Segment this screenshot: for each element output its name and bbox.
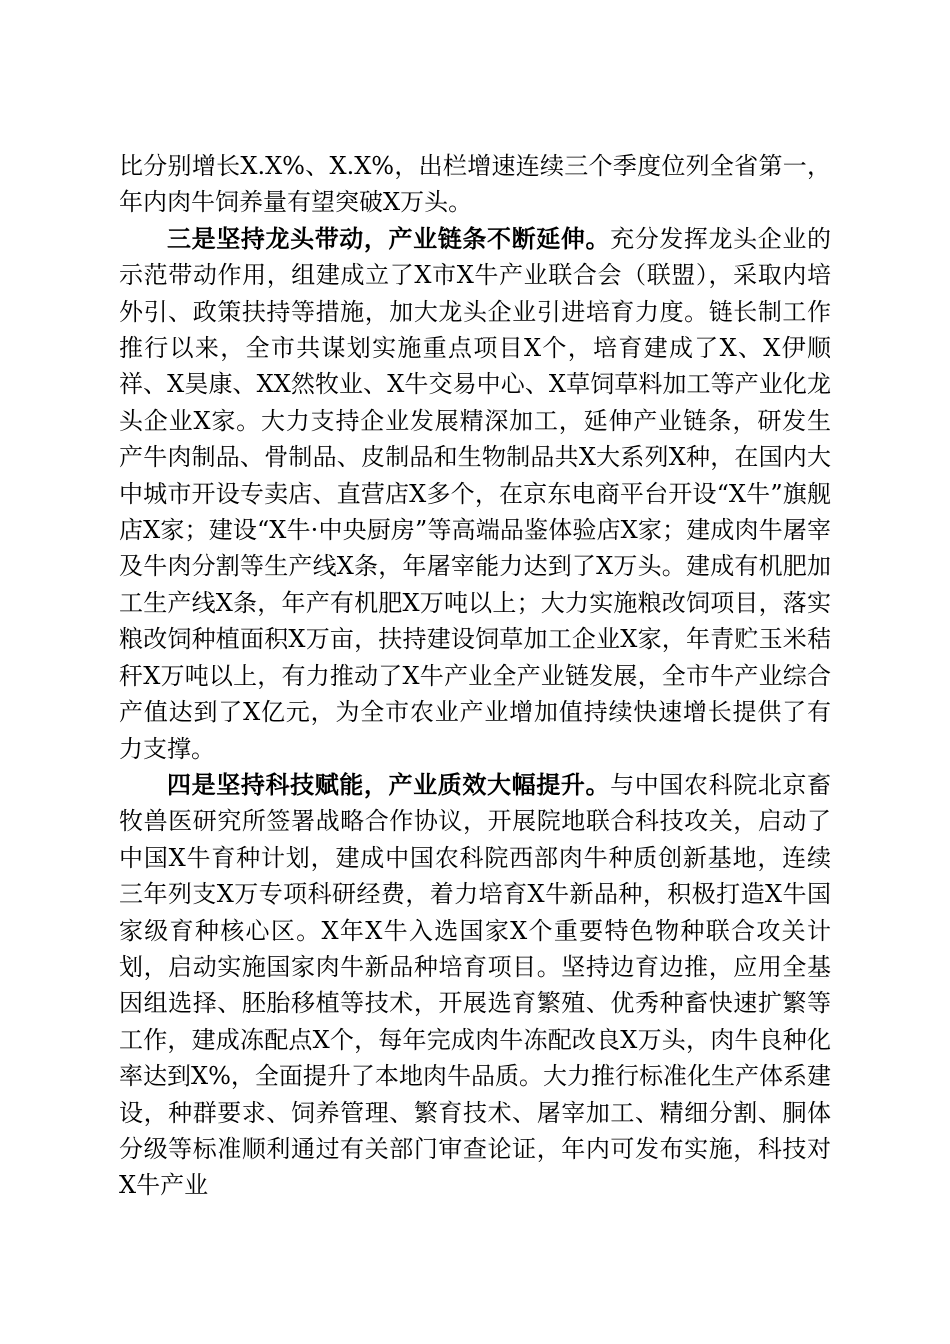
paragraph-leading-enterprises (119, 221, 831, 767)
paragraph-text: 充分发挥龙头企业的示范带动作用，组建成立了X市X牛产业联合会（联盟），采取内培外引、政策扶持等措施，加大龙头企业引进培育力度。链长制工作推行以来，全市共谋划实施重点项目X个，培育建成了X、X伊顺祥、X昊康、XX然牧业、X牛交易中心、X草饲草料加工等产业化龙头企业X家。大力支持企业发展精深加工，延伸产业链条，研发生产牛肉制品、骨制品、皮制品和生物制品共X大系列X种，在国内大中城市开设专卖店、直营店X多个，在京东电商平台开设“X牛”旗舰店X家；建设“X牛·中央厨房”等高端品鉴体验店X家；建成肉牛屠宰及牛肉分割等生产线X条，年屠宰能力达到了X万头。建成有机肥加工生产线X条，年产有机肥X万吨以上；大力实施粮改饲项目，落实粮改饲种植面积X万亩，扶持建设饲草加工企业X家，年青贮玉米秸秆X万吨以上，有力推动了X牛产业全产业链发展，全市牛产业综合产值达到了X亿元，为全市农业产业增加值持续快速增长提供了有力支撑。 (119, 224, 832, 763)
paragraph-text: 与中国农科院北京畜牧兽医研究所签署战略合作协议，开展院地联合科技攻关，启动了中国X牛育种计划，建成中国农科院西部肉牛种质创新基地，连续三年列支X万专项科研经费，着力培育X牛新品种，积极打造X牛国家级育种核心区。X年X牛入选国家X个重要特色物种联合攻关计划，启动实施国家肉牛新品种培育项目。坚持边育边推，应用全基因组选择、胚胎移植等技术，开展选育繁殖、优秀种畜快速扩繁等工作，建成冻配点X个，每年完成肉牛冻配改良X万头，肉牛良种化率达到X%，全面提升了本地肉牛品质。大力推行标准化生产体系建设，种群要求、饲养管理、繁育技术、屠宰加工、精细分割、胴体分级等标准顺利通过有关部门审查论证，年内可发布实施，科技对X牛产业 (119, 770, 832, 1200)
paragraph-technology (119, 767, 831, 1204)
document-body (119, 148, 831, 1204)
paragraph-continuation (119, 148, 831, 221)
paragraph-heading: 四是坚持科技赋能，产业质效大幅提升。 (167, 769, 611, 799)
paragraph-text: 比分别增长X.X%、X.X%，出栏增速连续三个季度位列全省第一，年内肉牛饲养量有望突破X万头。 (119, 152, 831, 217)
paragraph-heading: 三是坚持龙头带动，产业链条不断延伸。 (167, 223, 611, 253)
